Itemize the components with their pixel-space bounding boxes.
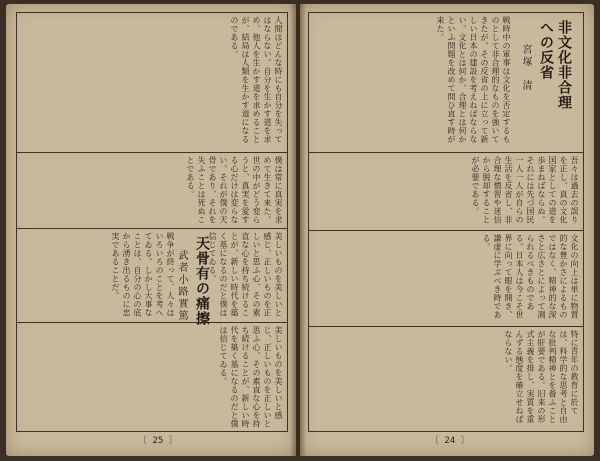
right-col-c-text: 文化の向上は単に物質的な豊かさによるものではなく、精神的な深さと広さとによって測られるべきものである。日本人は今こそ世界に向って眼を開き、謙虚に学ぶべき時である。 [482,234,579,319]
left-article-title: 天骨有の痛擦 [194,236,210,326]
left-column-b [20,156,284,224]
left-rule-upper [16,152,288,153]
right-column-d [312,330,580,428]
right-article-author: 宮塚 清 [520,44,531,92]
left-col-a-text: 人間はどんな時にも自分を失ってはならない。自分を生かす道を求め、他人を生かす道を求めることが、結局は人類を生かす道になるのである。 [230,16,283,144]
left-col-c-text: 戦争が終って、人々はいろいろのことを考へてゐる。しかし大事なことは、自分の心の底から湧き出るものに忠実であることだ。 [111,232,175,317]
left-col-d-text: 美しいものを美しいと感じ、正しいものを正しいと思ふ心、その素直な心を持ち続けることが、新しい時代を築く基になるのだと僕は信じてゐる。 [219,326,283,428]
right-col-b-text: 吾々は過去の誤りを正し、真の文化国家としての道を歩まねばならぬ。それには先づ国民一人一人が自らの生活を反省し、非合理な慣習や迷信から脱却することが必要である。 [471,156,579,224]
right-page-number: 〔 24 〕 [430,436,470,446]
right-rule-lower [308,326,584,327]
left-col-b-text: 僕は常に真実を求めて生きて来た。世の中がどう変らうと、真実を愛する心だけは変らない。それが僕の天骨であり、それを失ふことは死ぬことである。 [186,156,283,224]
right-column-a [312,16,512,148]
right-col-d-text: 特に青年の教育に於ては、科学的な思考と自由な批判精神とを養ふことが肝要である。旧来の形式主義を排し、実質を重んずる態度を確立せねばならない。 [504,330,579,424]
right-title-line1: 非文化非合理 [556,20,572,110]
left-column-a [20,16,284,148]
left-page [6,4,296,456]
right-page [300,4,594,456]
right-title-line2: への反省 [538,20,554,80]
left-article-author: 武者小路實篤 [176,250,187,322]
book-gutter [290,4,306,456]
right-column-c [312,234,580,322]
right-column-b [312,156,580,226]
right-col-a-text: 戦時中の軍事は文化を否定するものとして非合理的なものを強いてきたが、その反省の上に立って新しい日本の建設を考えねばならない。文化とは何か、合理とは何かといふ問題を改めて問ひ直す時が来た。 [436,16,511,144]
right-rule-upper [308,152,584,153]
left-column-c [20,232,176,318]
right-rule-middle [308,230,584,231]
left-rule-middle [16,228,288,229]
left-column-d [20,326,284,428]
left-page-number: 〔 25 〕 [138,436,178,446]
left-column-c2 [208,232,284,318]
left-rule-lower [16,322,288,323]
left-col-c2-text: 美しいものを美しいと感じ、正しいものを正しいと思ふ心、その素直な心を持ち続けることが、新しい時代を築く基になるのだと僕は信じてゐる。 [208,232,283,317]
